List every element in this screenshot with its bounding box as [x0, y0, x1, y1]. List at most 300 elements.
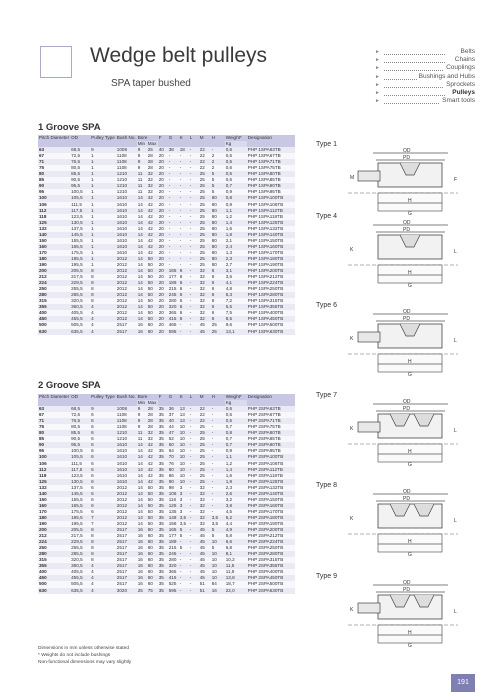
table-cell: 32 — [147, 171, 158, 177]
table-cell: 6 — [211, 310, 225, 316]
table-cell: 224 — [38, 539, 70, 545]
table-cell: 125 — [38, 479, 70, 485]
table-cell: PHP 1SPA95TB — [247, 189, 295, 195]
table-cell: 4 — [90, 310, 116, 316]
table-cell: 32 — [199, 491, 211, 497]
table-cell: 0,6 — [225, 406, 247, 412]
table-cell: 50 — [147, 298, 158, 304]
table-cell: 80 — [211, 214, 225, 220]
hub-shape — [358, 603, 380, 613]
table-cell: 224 — [38, 280, 70, 286]
table-row — [38, 329, 295, 335]
table-cell: 500 — [38, 581, 70, 587]
table-cell: - — [168, 214, 179, 220]
table-cell: 14 — [137, 195, 147, 201]
g-label: G — [408, 211, 412, 217]
table-cell: 50 — [147, 256, 158, 262]
table-cell: 6 — [211, 268, 225, 274]
table-cell: 285,5 — [70, 292, 90, 298]
table-cell: 80 — [211, 244, 225, 250]
column-header: OD — [70, 135, 90, 147]
table-cell: 50 — [147, 310, 158, 316]
column-header: Max — [147, 400, 157, 406]
table-cell: 10 — [211, 551, 225, 557]
table-cell: - — [189, 497, 199, 503]
table-cell: 106 — [168, 491, 179, 497]
table-cell: - — [168, 208, 179, 214]
leader-dots — [384, 81, 445, 88]
table-cell: 9,6 — [225, 322, 247, 328]
h-label: H — [408, 539, 412, 545]
table-cell: 25 — [199, 256, 211, 262]
table-cell: 1 — [90, 244, 116, 250]
table-cell: 32 — [199, 497, 211, 503]
table-cell: 20 — [158, 208, 168, 214]
table-cell: 80 — [211, 202, 225, 208]
table-cell: 1610 — [116, 442, 137, 448]
table-cell: 35 — [158, 485, 168, 491]
table-cell: 2012 — [116, 274, 137, 280]
table-cell: 1210 — [116, 430, 137, 436]
table-cell: 90 — [168, 479, 179, 485]
table-cell: 85 — [38, 436, 70, 442]
table-cell: 50 — [147, 503, 158, 509]
table-cell: 76,5 — [70, 159, 90, 165]
table-cell: 505,5 — [70, 322, 90, 328]
triangle-right-icon: ► — [375, 98, 380, 105]
table-cell: 13,8 — [225, 575, 247, 581]
table-cell: 63 — [38, 406, 70, 412]
table-cell: - — [168, 226, 179, 232]
table-cell: 32 — [199, 515, 211, 521]
table-cell: 10 — [179, 448, 189, 454]
table-cell: 16 — [137, 551, 147, 557]
table-cell: 32 — [199, 310, 211, 316]
table-cell: 45 — [199, 557, 211, 563]
table-cell: PHP 2SPA180TB — [247, 515, 295, 521]
table-cell: 32 — [199, 298, 211, 304]
column-header: M — [199, 135, 211, 147]
table-cell: 2517 — [116, 322, 137, 328]
table-cell: - — [189, 461, 199, 467]
table-cell: - — [189, 292, 199, 298]
table-cell: - — [168, 244, 179, 250]
table-cell: 2012 — [116, 286, 137, 292]
table-cell: 217,5 — [70, 274, 90, 280]
table-cell: 255,5 — [70, 545, 90, 551]
table-cell: 45 — [199, 563, 211, 569]
table-cell: PHP 2SPA630TB — [247, 588, 295, 594]
table-cell: 6 — [211, 316, 225, 322]
table-cell: 42 — [147, 479, 158, 485]
table-cell: 0,9 — [225, 189, 247, 195]
table-cell: 1 — [90, 250, 116, 256]
column-header: Bore — [137, 394, 158, 400]
table-cell: 80 — [211, 238, 225, 244]
table-cell: 6 — [90, 418, 116, 424]
table-cell: 1210 — [116, 183, 137, 189]
table-cell: 20 — [158, 202, 168, 208]
table-cell: PHP 1SPA500TB — [247, 322, 295, 328]
table-cell: 42 — [147, 220, 158, 226]
table-cell: 32 — [199, 485, 211, 491]
table-cell: - — [189, 569, 199, 575]
table-cell: 355 — [38, 563, 70, 569]
table-cell: - — [179, 256, 189, 262]
l-label: L — [454, 518, 457, 524]
nav-item-label: Smart tools — [442, 97, 475, 105]
table-cell: 9 — [137, 424, 147, 430]
table-cell: 0,5 — [225, 418, 247, 424]
table-cell: - — [189, 581, 199, 587]
table-cell: 3,5 — [211, 515, 225, 521]
table-cell: 20 — [158, 232, 168, 238]
groove1-table — [38, 135, 295, 335]
table-cell: 3,2 — [225, 497, 247, 503]
leader-dots — [384, 64, 445, 71]
table-cell: 14 — [137, 214, 147, 220]
table-cell: 20 — [158, 286, 168, 292]
table-cell: 150 — [38, 497, 70, 503]
table-cell: - — [189, 159, 199, 165]
table-cell: 4 — [90, 322, 116, 328]
table-cell: 6 — [90, 491, 116, 497]
table-cell: 0,5 — [225, 171, 247, 177]
k-label: K — [350, 426, 354, 432]
table-cell: 1 — [90, 171, 116, 177]
table-cell: 595 — [168, 588, 179, 594]
table-cell: 10 — [179, 467, 189, 473]
table-cell: 6 — [179, 304, 189, 310]
table-cell: 16 — [211, 588, 225, 594]
table-cell: 60 — [147, 575, 158, 581]
table-cell: 95 — [38, 189, 70, 195]
table-cell: 1 — [90, 256, 116, 262]
table-cell: 60 — [147, 551, 158, 557]
table-cell: 68,5 — [70, 147, 90, 153]
table-cell: 13 — [179, 412, 189, 418]
table-cell: - — [211, 497, 225, 503]
table-cell: PHP 2SPA90TB — [247, 442, 295, 448]
table-cell: PHP 1SPA63TB — [247, 147, 295, 153]
table-cell: PHP 2SPA190TB — [247, 521, 295, 527]
table-cell: 165,5 — [70, 503, 90, 509]
section-logo — [40, 46, 72, 78]
table-cell: 2012 — [116, 509, 137, 515]
k-label: K — [350, 247, 354, 253]
table-cell: 6 — [179, 286, 189, 292]
table-cell: 6 — [90, 479, 116, 485]
table-cell: 111,5 — [70, 202, 90, 208]
nav-item-sprockets[interactable] — [375, 81, 475, 89]
table-cell: 80 — [38, 171, 70, 177]
table-cell: 35 — [158, 581, 168, 587]
table-cell: 42 — [147, 467, 158, 473]
table-cell: 3,5 — [179, 521, 189, 527]
table-cell: - — [168, 159, 179, 165]
table-cell: PHP 1SPA150TB — [247, 238, 295, 244]
table-cell: 1210 — [116, 171, 137, 177]
table-cell: 165 — [168, 527, 179, 533]
table-cell: PHP 1SPA250TB — [247, 286, 295, 292]
table-cell: 2012 — [116, 298, 137, 304]
pd-label: PD — [403, 587, 410, 593]
table-cell: 1 — [90, 189, 116, 195]
table-cell: 25 — [199, 424, 211, 430]
column-header: Pulley Type — [90, 135, 116, 147]
table-cell: 20 — [158, 159, 168, 165]
table-cell: 2517 — [116, 551, 137, 557]
table-cell: 1610 — [116, 238, 137, 244]
table-cell: 6 — [179, 268, 189, 274]
table-cell: 60 — [147, 322, 158, 328]
table-cell: - — [211, 418, 225, 424]
table-cell: 60 — [147, 533, 158, 539]
table-cell: 145,5 — [70, 491, 90, 497]
table-cell: 5 — [211, 527, 225, 533]
nav-item-couplings[interactable] — [375, 64, 475, 72]
table-cell: 1 — [90, 226, 116, 232]
table-cell: 35 — [158, 509, 168, 515]
column-header: Bore — [137, 135, 158, 141]
table-cell: 35 — [158, 575, 168, 581]
table-cell: 5 — [179, 533, 189, 539]
table-cell: 4 — [90, 304, 116, 310]
table-cell: 360,5 — [70, 304, 90, 310]
table-cell: PHP 2SPA140TB — [247, 491, 295, 497]
table-cell: 3,1 — [225, 268, 247, 274]
nav-item-label: Belts — [460, 48, 475, 55]
table-cell: 14 — [137, 202, 147, 208]
table-cell: 35 — [158, 515, 168, 521]
table-cell: 1210 — [116, 177, 137, 183]
l-label: L — [454, 249, 457, 255]
table-cell: 80 — [211, 208, 225, 214]
category-nav — [375, 48, 475, 105]
table-cell: 20 — [158, 262, 168, 268]
table-cell: - — [179, 171, 189, 177]
table-cell: 245 — [168, 292, 179, 298]
table-cell: 35 — [158, 533, 168, 539]
table-cell: PHP 1SPA224TB — [247, 280, 295, 286]
table-cell: 135 — [168, 509, 179, 515]
table-cell: 42 — [147, 226, 158, 232]
table-cell: - — [189, 509, 199, 515]
table-cell: 106 — [38, 202, 70, 208]
table-cell: PHP 2SPA400TB — [247, 569, 295, 575]
table-cell: 10 — [179, 461, 189, 467]
table-cell: 25 — [199, 430, 211, 436]
table-cell: 1,6 — [225, 226, 247, 232]
table-cell: PHP 2SPA112TB — [247, 467, 295, 473]
table-cell: - — [189, 533, 199, 539]
table-cell: 360,5 — [70, 563, 90, 569]
column-header: H — [211, 135, 225, 147]
nav-item-label: Chains — [454, 56, 475, 64]
table-cell: 118 — [38, 214, 70, 220]
table-cell: 25 — [199, 473, 211, 479]
table-cell: 1108 — [116, 418, 137, 424]
table-cell: 3 — [179, 497, 189, 503]
table-cell: 1,3 — [225, 250, 247, 256]
table-cell: 6 — [90, 503, 116, 509]
table-cell: 32 — [147, 183, 158, 189]
table-cell: 0,7 — [225, 183, 247, 189]
column-header: F — [158, 394, 168, 406]
table-cell: 20 — [158, 292, 168, 298]
table-cell: 315 — [38, 298, 70, 304]
h-label: H — [408, 198, 412, 204]
table-cell: 0,5 — [225, 412, 247, 418]
table-cell: 2517 — [116, 329, 137, 335]
table-cell: 125 — [168, 503, 179, 509]
table-cell: - — [189, 575, 199, 581]
table-cell: 100 — [38, 195, 70, 201]
table-cell: 200 — [38, 268, 70, 274]
nav-item-chains[interactable] — [375, 56, 475, 64]
nav-item-label: Bushings and Hubs — [418, 72, 475, 80]
table-cell: 80 — [211, 232, 225, 238]
table-cell: 14 — [137, 256, 147, 262]
table-cell: 595 — [168, 329, 179, 335]
table-cell: 35 — [158, 479, 168, 485]
table-cell: 42 — [147, 244, 158, 250]
table-cell: 11 — [137, 171, 147, 177]
table-cell: 38 — [168, 147, 179, 153]
table-cell: - — [179, 165, 189, 171]
table-cell: - — [189, 147, 199, 153]
table-cell: 42 — [147, 448, 158, 454]
table-cell: 14 — [137, 473, 147, 479]
table-cell: 28 — [147, 153, 158, 159]
table-cell: 245 — [168, 551, 179, 557]
table-cell: - — [179, 244, 189, 250]
table-cell: 16 — [137, 329, 147, 335]
table-cell: - — [211, 436, 225, 442]
leader-dots — [384, 48, 445, 55]
nav-item-pulleys[interactable] — [375, 89, 475, 97]
table-cell: - — [179, 238, 189, 244]
table-cell: 5,5 — [225, 304, 247, 310]
groove2-title: 2 Groove SPA — [38, 380, 101, 391]
table-cell: 365 — [168, 569, 179, 575]
nav-item-smart-tools[interactable] — [375, 97, 475, 105]
table-cell: 85,5 — [70, 171, 90, 177]
table-cell: 90 — [38, 183, 70, 189]
table-cell: - — [189, 448, 199, 454]
table-cell: 10 — [179, 436, 189, 442]
table-cell: 280 — [168, 557, 179, 563]
table-cell: 205,5 — [70, 268, 90, 274]
table-cell: 8 — [90, 539, 116, 545]
table-cell: 2012 — [116, 497, 137, 503]
table-cell: - — [179, 262, 189, 268]
table-cell: - — [168, 195, 179, 201]
table-cell: 45 — [199, 533, 211, 539]
table-cell: - — [189, 153, 199, 159]
table-cell: - — [189, 226, 199, 232]
table-cell: 90,5 — [70, 436, 90, 442]
table-cell: 25 — [199, 208, 211, 214]
table-cell: - — [179, 569, 189, 575]
table-cell: 35 — [158, 557, 168, 563]
table-cell: 2012 — [116, 491, 137, 497]
table-cell: 1610 — [116, 479, 137, 485]
table-cell: PHP 2SPA150TB — [247, 497, 295, 503]
table-cell: - — [168, 232, 179, 238]
table-cell: 2517 — [116, 575, 137, 581]
table-cell: - — [168, 256, 179, 262]
table-cell: 2012 — [116, 515, 137, 521]
nav-item-belts[interactable] — [375, 48, 475, 56]
table-cell: 20 — [158, 280, 168, 286]
nav-item-label: Sprockets — [446, 80, 475, 88]
table-cell: - — [168, 220, 179, 226]
table-cell: 5 — [211, 183, 225, 189]
table-cell: 4 — [90, 569, 116, 575]
table-cell: - — [189, 539, 199, 545]
table-cell: - — [189, 442, 199, 448]
table-cell: 148 — [168, 515, 179, 521]
table-cell: 8,5 — [225, 316, 247, 322]
table-cell: - — [179, 220, 189, 226]
nav-item-bushings-and-hubs[interactable] — [375, 73, 475, 81]
triangle-right-icon: ► — [375, 57, 380, 64]
table-cell: 25 — [199, 226, 211, 232]
table-cell: 215 — [168, 545, 179, 551]
table-cell: 6 — [90, 454, 116, 460]
column-header: G — [168, 394, 179, 406]
column-header: Pitch Diameter — [38, 394, 70, 406]
table-cell: 0,5 — [225, 159, 247, 165]
table-cell: 6 — [211, 304, 225, 310]
table-cell: 25 — [199, 442, 211, 448]
table-cell: 11,9 — [225, 569, 247, 575]
table-cell: PHP 1SPA630TB — [247, 329, 295, 335]
table-cell: 3 — [179, 485, 189, 491]
table-cell: 1610 — [116, 250, 137, 256]
table-cell: 60 — [147, 539, 158, 545]
table-cell: - — [189, 485, 199, 491]
table-cell: - — [179, 329, 189, 335]
table-cell: 80 — [211, 256, 225, 262]
table-cell: 2517 — [116, 545, 137, 551]
hub-shape — [358, 332, 380, 342]
table-cell: 6 — [90, 509, 116, 515]
table-cell: 51 — [199, 588, 211, 594]
table-cell: - — [189, 165, 199, 171]
table-cell: 405,5 — [70, 310, 90, 316]
type-label: Type 1 — [316, 141, 338, 148]
table-cell: 1008 — [116, 406, 137, 412]
table-cell: 630 — [38, 588, 70, 594]
table-cell: 14 — [137, 497, 147, 503]
table-cell: 14 — [137, 226, 147, 232]
table-cell: 8 — [90, 286, 116, 292]
table-cell: 60 — [147, 563, 158, 569]
table-cell: 2,1 — [225, 238, 247, 244]
table-cell: PHP 1SPA67TB — [247, 153, 295, 159]
table-cell: 25 — [199, 479, 211, 485]
table-cell: 2 — [211, 159, 225, 165]
table-cell: - — [189, 280, 199, 286]
table-cell: 25 — [199, 183, 211, 189]
table-cell: - — [168, 171, 179, 177]
table-cell: 123,5 — [70, 473, 90, 479]
table-cell: 1 — [90, 262, 116, 268]
table-cell: 10 — [179, 424, 189, 430]
table-cell: 60 — [147, 545, 158, 551]
